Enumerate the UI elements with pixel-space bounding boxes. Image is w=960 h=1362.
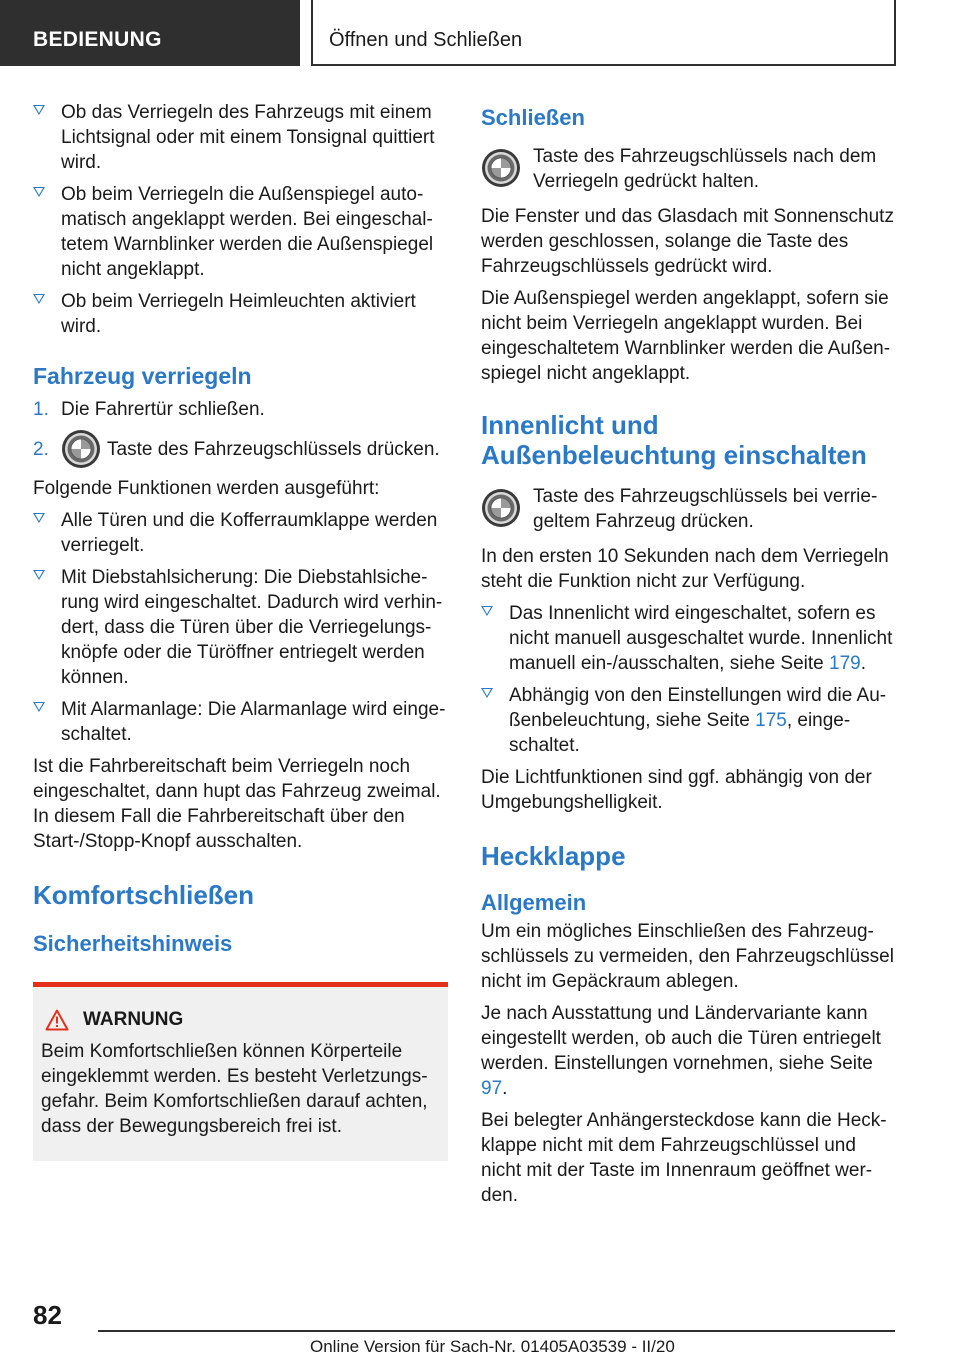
section-label: BEDIENUNG bbox=[33, 28, 162, 51]
list-item: Ob das Verriegeln des Fahrzeugs mit einem Lichtsignal oder mit einem Tonsignal quittiert wird. bbox=[33, 100, 448, 175]
page-number: 82 bbox=[33, 1300, 62, 1330]
paragraph: Je nach Ausstattung und Ländervariante kann eingestellt werden, ob auch die Türen entriegelt werden. Einstellungen vornehmen, siehe Seite 97. bbox=[481, 1003, 881, 1099]
key-button-icon bbox=[481, 488, 521, 528]
key-instruction: Taste des Fahrzeugschlüssels bei verriegeltem Fahrzeug drücken. bbox=[481, 484, 897, 534]
chapter-title: Öffnen und Schließen bbox=[329, 29, 523, 51]
heading-fahrzeug-verriegeln: Fahrzeug verriegeln bbox=[33, 363, 252, 389]
paragraph: Die Lichtfunktionen sind ggf. abhängig von der Umgebungshelligkeit. bbox=[481, 767, 872, 813]
paragraph: Die Fenster und das Glasdach mit Sonnenschutz werden geschlossen, solange die Taste des Fahrzeugschlüssels gedrückt wird. bbox=[481, 206, 894, 277]
right-column bbox=[481, 100, 897, 1215]
list-item: Ob beim Verriegeln Heimleuchten aktiviert wird. bbox=[33, 289, 448, 339]
chapter-header bbox=[311, 0, 896, 66]
footer-text: Online Version für Sach-Nr. 01405A03539 - II/20 bbox=[310, 1337, 675, 1356]
warning-triangle-icon bbox=[45, 1009, 69, 1031]
key-button-icon bbox=[61, 429, 101, 469]
list-item: Mit Diebstahlsicherung: Die Diebstahlsicherung wird eingeschaltet. Dadurch wird verhindert, dass die Türen über die Verriegelungsknöpfe oder die Türöffner entriegelt werden können. bbox=[33, 565, 448, 690]
list-item: Mit Alarmanlage: Die Alarmanlage wird eingeschaltet. bbox=[33, 697, 448, 747]
list-item: Das Innenlicht wird eingeschaltet, sofern es nicht manuell ausgeschaltet wurde. Innenlicht manuell ein-/ausschalten, siehe Seite 179. bbox=[481, 601, 897, 676]
heading-innenlicht: Innenlicht und Außenbeleuchtung einschalten bbox=[481, 410, 867, 470]
heading-allgemein: Allgemein bbox=[481, 890, 587, 915]
paragraph: Ist die Fahrbereitschaft beim Verriegeln noch eingeschaltet, dann hupt das Fahrzeug zweimal. In diesem Fall die Fahrbereitschaft über den Start-/Stopp-Knopf ausschalten. bbox=[33, 756, 441, 852]
bullet-triangle-icon bbox=[33, 570, 45, 580]
section-tab bbox=[0, 0, 300, 66]
footer-divider bbox=[98, 1330, 895, 1332]
key-button-icon bbox=[481, 148, 521, 188]
key-instruction: Taste des Fahrzeugschlüssels nach dem Verriegeln gedrückt halten. bbox=[481, 144, 897, 194]
list-item: Ob beim Verriegeln die Außenspiegel automatisch angeklappt werden. Bei eingeschaltetem Warnblinker werden die Außenspiegel nicht angeklappt. bbox=[33, 182, 448, 282]
bullet-triangle-icon bbox=[33, 702, 45, 712]
paragraph: Um ein mögliches Einschließen des Fahrzeugschlüssels zu vermeiden, den Fahrzeugschlüssel nicht im Gepäckraum ablegen. bbox=[481, 921, 894, 992]
bullet-triangle-icon bbox=[481, 606, 493, 616]
paragraph: Bei belegter Anhängersteckdose kann die Heckklappe nicht mit dem Fahrzeugschlüssel und nicht mit der Taste im Innenraum geöffnet werden. bbox=[481, 1110, 887, 1206]
bullet-triangle-icon bbox=[33, 187, 45, 197]
step-item: 2. Taste des Fahrzeugschlüssels drücken. bbox=[33, 429, 448, 469]
page-link-97[interactable]: 97 bbox=[481, 1078, 503, 1099]
paragraph: In den ersten 10 Sekunden nach dem Verriegeln steht die Funktion nicht zur Verfügung. bbox=[481, 546, 889, 592]
page-link-175[interactable]: 175 bbox=[755, 710, 787, 731]
heading-sicherheitshinweis: Sicherheitshinweis bbox=[33, 931, 233, 956]
bullet-triangle-icon bbox=[33, 105, 45, 115]
list-item: Abhängig von den Einstellungen wird die Außenbeleuchtung, siehe Seite 175, eingeschaltet. bbox=[481, 683, 897, 758]
heading-komfortschliessen: Komfortschließen bbox=[33, 880, 255, 910]
bullet-triangle-icon bbox=[481, 688, 493, 698]
page-link-179[interactable]: 179 bbox=[829, 653, 861, 674]
bullet-triangle-icon bbox=[33, 513, 45, 523]
paragraph: Die Außenspiegel werden angeklappt, sofern sie nicht beim Verriegeln angeklappt wurden. Bei eingeschaltetem Warnblinker werden die Außenspiegel nicht angeklappt. bbox=[481, 288, 891, 384]
warning-title: WARNUNG bbox=[41, 1009, 440, 1031]
warning-box bbox=[33, 982, 448, 1161]
heading-heckklappe: Heckklappe bbox=[481, 841, 626, 871]
left-column bbox=[33, 100, 448, 1161]
warning-text: Beim Komfortschließen können Körperteile eingeklemmt werden. Es besteht Verletzungsgefahr. Beim Komfortschließen darauf achten, dass der Bewegungsbereich frei ist. bbox=[41, 1041, 428, 1137]
heading-schliessen: Schließen bbox=[481, 105, 585, 130]
paragraph: Folgende Funktionen werden ausgeführt: bbox=[33, 478, 380, 499]
list-item: Alle Türen und die Kofferraumklappe werden verriegelt. bbox=[33, 508, 448, 558]
step-item: 1. Die Fahrertür schließen. bbox=[33, 399, 265, 420]
bullet-triangle-icon bbox=[33, 294, 45, 304]
